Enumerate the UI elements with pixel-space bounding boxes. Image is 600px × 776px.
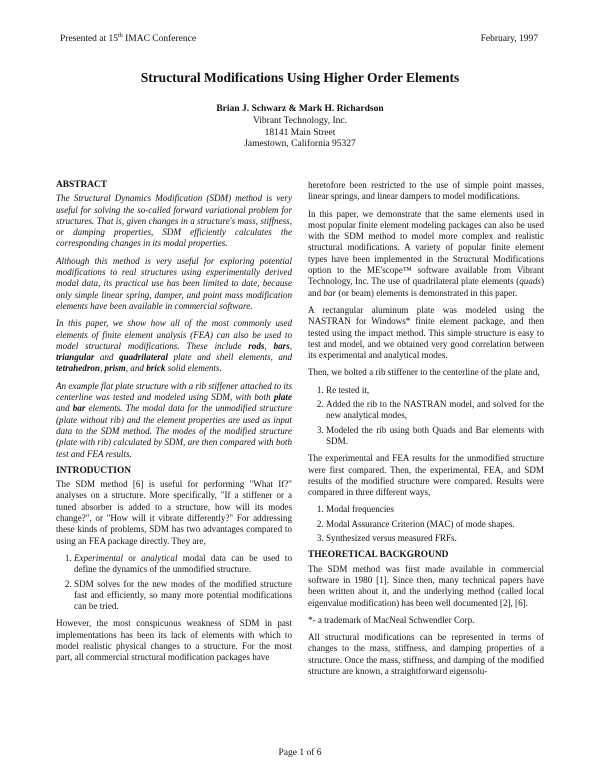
introduction-paragraph-3: heretofore been restricted to the use of simple point masses, linear springs, and linear dampers to model modifications. <box>308 180 544 202</box>
abstract-paragraph-2: Although this method is very useful for exploring potential modifications to real structures using experimentally derived modal data, its practical use has been limited to date, because only simple linear spring, damper, and point mass modification elements have been available in commercial software. <box>56 255 292 311</box>
page-number: Page 1 of 6 <box>278 748 322 758</box>
left-column <box>56 180 292 670</box>
footnote: *- a trademark of MacNeal Schwendler Corp. <box>308 614 475 625</box>
theory-paragraph-1: The SDM method was first made available in commercial software in 1980 [1]. Since then, many technical papers have been written about it, and the underlying method (called local eigenvalue modification) has been well documented [2], [6]. <box>308 563 544 608</box>
author-street: 18141 Main Street <box>264 127 336 138</box>
introduction-paragraph-6: Then, we bolted a rib stiffener to the centerline of the plate and, <box>308 367 540 378</box>
list-item: 2. SDM solves for the new modes of the modified structure fast and efficiently, so many more potential modifications can be tried. <box>74 579 292 613</box>
introduction-section <box>56 466 292 664</box>
list-item: 1. Modal frequencies <box>326 504 544 515</box>
running-header-conference: Presented at 15th IMAC Conference <box>60 32 197 44</box>
comparison-list <box>308 504 544 544</box>
list-item: 2. Added the rib to the NASTRAN model, and solved for the new analytical modes, <box>326 399 544 422</box>
list-item: 3. Modeled the rib using both Quads and Bar elements with SDM. <box>326 425 544 448</box>
author-city: Jamestown, California 95327 <box>244 139 356 150</box>
author-organization: Vibrant Technology, Inc. <box>252 115 347 126</box>
abstract-section <box>56 180 292 460</box>
list-item: 2. Modal Assurance Criterion (MAC) of mode shapes. <box>326 519 544 530</box>
steps-list <box>308 385 544 447</box>
introduction-heading: INTRODUCTION <box>56 465 132 476</box>
paper-title: Structural Modifications Using Higher Order Elements <box>140 70 460 85</box>
introduction-paragraph-5: A rectangular aluminum plate was modeled using the NASTRAN for Windows* finite element package, and then tested using the impact method. This simple structure is easy to test and model, and we obtained very good correlation between its experimental and analytical modes. <box>308 304 544 361</box>
abstract-paragraph-4: An example flat plate structure with a rib stiffener attached to its centerline was tested and modeled using SDM, with both plate and bar elements. The modal data for the unmodified structure (plate without rib) and the element properties are used as input data to the SDM method. The modes of the modified structure (plate with rib) calculated by SDM, are then compared with both test and FEA results. <box>56 380 292 459</box>
abstract-heading: ABSTRACT <box>56 180 108 190</box>
theory-heading: THEORETICAL BACKGROUND <box>308 550 449 561</box>
list-item: 1. Experimental or analytical modal data can be used to define the dynamics of the unmodified structure. <box>74 553 292 576</box>
introduction-paragraph-2: However, the most conspicuous weakness of SDM in past implementations has been its lack of elements with which to model realistic physical changes to a structure. For the most part, all commercial structural modification packages have <box>56 618 292 663</box>
running-header-date: February, 1997 <box>480 34 538 44</box>
author-names: Brian J. Schwarz & Mark H. Richardson <box>216 104 384 114</box>
list-item: 3. Synthesized versus measured FRFs. <box>326 533 544 544</box>
theory-section <box>308 550 544 677</box>
introduction-paragraph-4: In this paper, we demonstrate that the same elements used in most popular finite element modeling packages can also be used with the SDM method to model more complex and realistic structural modifications. A variety of popular finite element types have been implemented in the Structural Modifications option to the ME'scope™ software available from Vibrant Technology, Inc. The use of quadrilateral plate elements (quads) and bar (or beam) elements is demonstrated in this paper. <box>308 208 544 298</box>
list-item: 1. Re tested it, <box>326 385 544 396</box>
advantages-list <box>56 553 292 612</box>
right-column <box>308 180 544 683</box>
introduction-paragraph-1: The SDM method [6] is useful for performing "What If?" analyses on a structure. More specifically, "If a stiffener or a tuned absorber is added to a structure, how will its modes change?", or "How will it vibrate differently?" For addressing these kinds of problems, SDM has two advantages compared to using an FEA package directly. They are, <box>56 479 292 546</box>
abstract-paragraph-1: The Structural Dynamics Modification (SDM) method is very useful for solving the so-called forward variational problem for structures. That is, given changes in a structure's mass, stiffness, or damping properties, SDM efficiently calculates the corresponding changes in its modal properties. <box>56 193 292 249</box>
introduction-paragraph-7: The experimental and FEA results for the unmodified structure were first compared. Then, the experimental, FEA, and SDM results of the modified structure were compared. Results were compared in three different ways, <box>308 453 544 498</box>
abstract-paragraph-3: In this paper, we show how all of the most commonly used elements of finite element analysis (FEA) can also be used to model structural modifications. These include rods, bars, triangular and quadrilateral plate and shell elements, and tetrahedron, prism, and brick solid elements. <box>56 318 293 374</box>
theory-paragraph-2: All structural modifications can be represented in terms of changes to the mass, stiffness, and damping properties of a structure. Once the mass, stiffness, and damping of the modified structure are known, a straightforward eigensolu- <box>308 632 544 676</box>
author-block <box>0 104 600 151</box>
